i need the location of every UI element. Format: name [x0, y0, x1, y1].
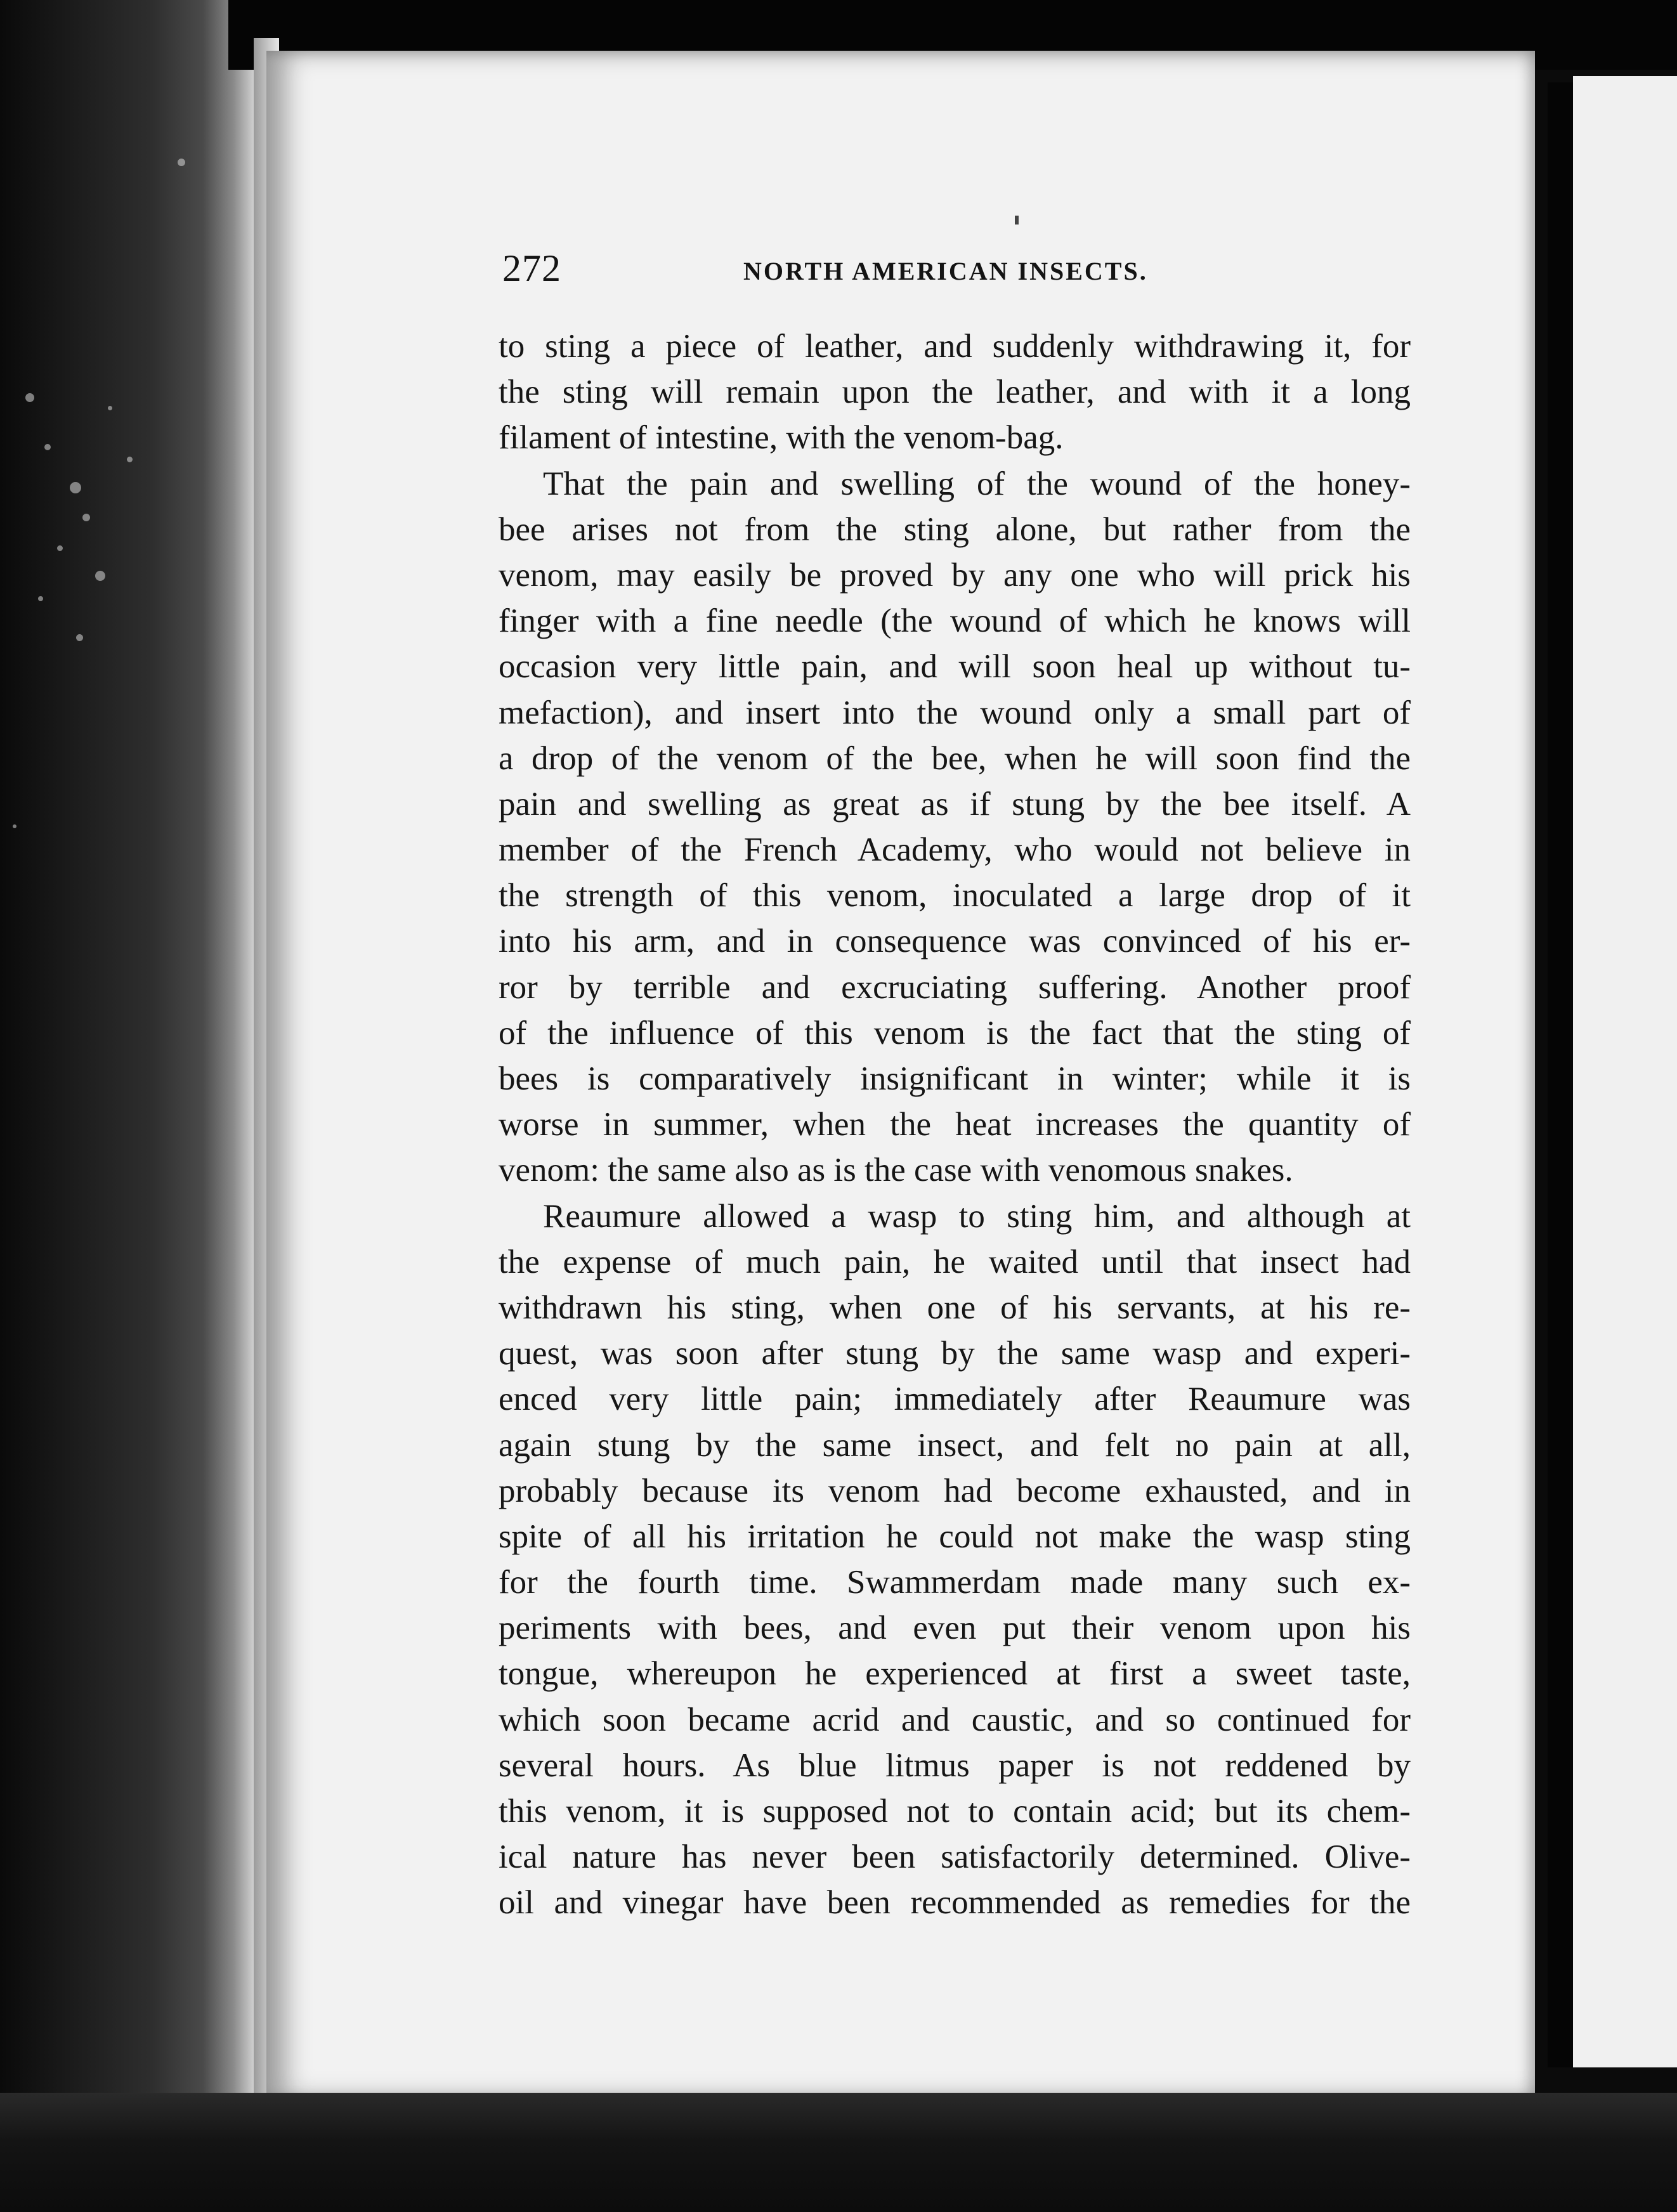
text-line: pain and swelling as great as if stung by the bee itself. A: [499, 785, 1411, 823]
text-line: filament of intestine, with the venom-bag.: [499, 419, 1064, 457]
scan-speckle: [25, 393, 34, 402]
text-line: enced very little pain; immediately after Reaumure was: [499, 1381, 1411, 1418]
scan-speckle: [44, 444, 51, 450]
text-line: bees is comparatively insignificant in winter; while it is: [499, 1060, 1411, 1097]
text-line: a drop of the venom of the bee, when he will soon find the: [499, 739, 1411, 777]
scan-speckle: [127, 457, 133, 462]
text-line: this venom, it is supposed not to contain acid; but its chem-: [499, 1793, 1411, 1830]
text-line: worse in summer, when the heat increases the quantity of: [499, 1106, 1411, 1143]
text-line: ror by terrible and excruciating suffering. Another proof: [499, 968, 1411, 1006]
left-binding-margin: [0, 0, 254, 2212]
scan-speckle: [95, 571, 105, 581]
text-line: the expense of much pain, he waited until that insect had: [499, 1243, 1411, 1280]
text-line: for the fourth time. Swammerdam made many such ex-: [499, 1564, 1411, 1601]
text-line: ical nature has never been satisfactorily determined. Olive-: [499, 1838, 1411, 1876]
bottom-dark-band: [0, 2093, 1677, 2212]
text-line: withdrawn his sting, when one of his servants, at his re-: [499, 1289, 1411, 1326]
text-line: the sting will remain upon the leather, and with it a long: [499, 374, 1411, 411]
scan-speckle: [82, 514, 90, 521]
text-line: quest, was soon after stung by the same wasp and experi-: [499, 1335, 1411, 1372]
text-line: tongue, whereupon he experienced at first a sweet taste,: [499, 1655, 1411, 1693]
text-line: venom: the same also as is the case with venomous snakes.: [499, 1152, 1293, 1189]
scan-speckle: [76, 634, 83, 641]
text-line: to sting a piece of leather, and suddenly withdrawing it, for: [499, 328, 1411, 365]
text-line: spite of all his irritation he could not make the wasp sting: [499, 1518, 1411, 1555]
text-line: the strength of this venom, inoculated a large drop of it: [499, 877, 1411, 914]
running-head: [502, 246, 1416, 297]
text-line: of the influence of this venom is the fact that the sting of: [499, 1014, 1411, 1051]
text-line: again stung by the same insect, and felt no pain at all,: [499, 1426, 1411, 1464]
scan-speckle: [70, 482, 81, 493]
text-line: bee arises not from the sting alone, but rather from the: [499, 511, 1411, 548]
scan-speckle: [108, 406, 112, 410]
text-line: mefaction), and insert into the wound only a small part of: [499, 694, 1411, 731]
text-line: occasion very little pain, and will soon heal up without tu-: [499, 648, 1411, 686]
scan-speckle: [13, 824, 16, 828]
scan-speckle: [38, 596, 43, 601]
ink-speck: [1015, 216, 1019, 224]
text-line: which soon became acrid and caustic, and so continued for: [499, 1701, 1411, 1738]
text-line: That the pain and swelling of the wound of the honey-: [543, 465, 1411, 502]
text-line: periments with bees, and even put their venom upon his: [499, 1610, 1411, 1647]
text-line: venom, may easily be proved by any one who will prick his: [499, 556, 1411, 594]
page-right-edge: [1548, 82, 1573, 2067]
text-line: probably because its venom had become exhausted, and in: [499, 1472, 1411, 1509]
text-line: Reaumure allowed a wasp to sting him, and although at: [543, 1197, 1411, 1235]
scan-speckle: [178, 159, 185, 166]
text-line: into his arm, and in consequence was convinced of his er-: [499, 923, 1411, 960]
text-line: several hours. As blue litmus paper is not reddened by: [499, 1747, 1411, 1784]
running-title: NORTH AMERICAN INSECTS.: [743, 257, 1148, 285]
body-text: [499, 323, 1411, 1926]
page-number: 272: [502, 247, 561, 289]
scan-speckle: [57, 545, 63, 551]
text-line: oil and vinegar have been recommended as remedies for the: [499, 1884, 1411, 1922]
text-line: finger with a fine needle (the wound of which he knows will: [499, 602, 1411, 640]
next-page-edge: [1573, 76, 1677, 2067]
text-line: member of the French Academy, who would not believe in: [499, 831, 1411, 869]
